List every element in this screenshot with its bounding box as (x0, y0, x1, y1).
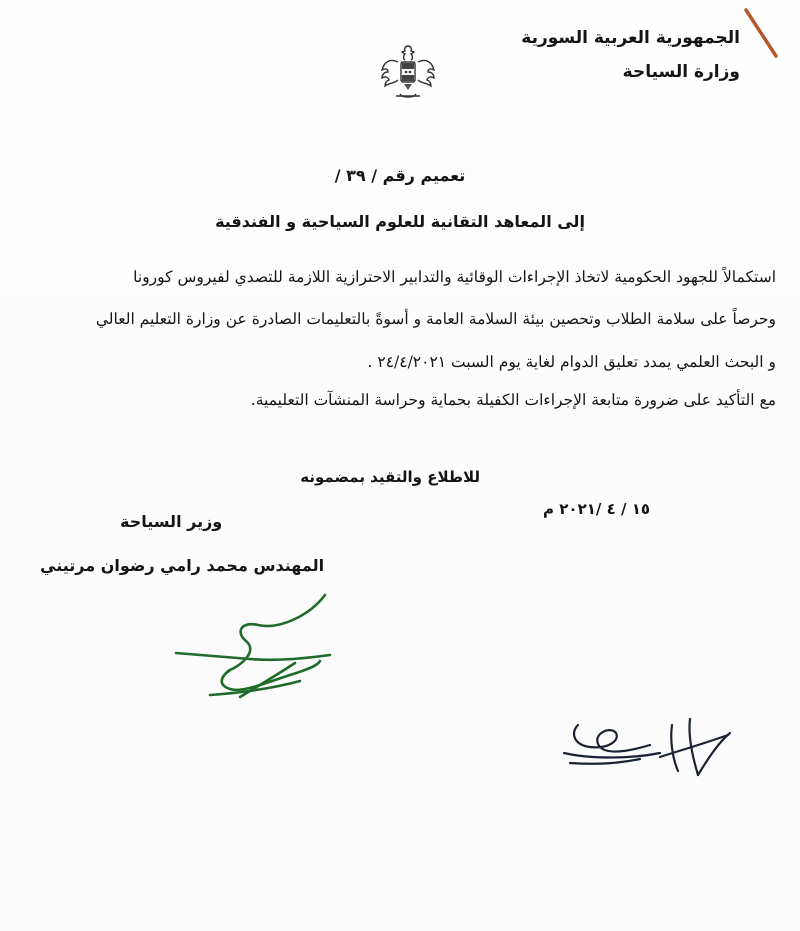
body-line: استكمالاً للجهود الحكومية لاتخاذ الإجراءات الوقائية والتدابير الاحترازية اللازمة للتصدي لفيروس كورونا (133, 268, 776, 286)
body-line: و البحث العلمي يمدد تعليق الدوام لغاية يوم السبت ٢٤/٤/٢٠٢١ . (367, 353, 776, 371)
corner-mark-icon (740, 6, 800, 66)
initial-signature (560, 705, 740, 795)
document-date: ١٥ / ٤ /٢٠٢١ م (543, 500, 650, 518)
country-name: الجمهورية العربية السورية (521, 28, 740, 48)
body-line: مع التأكيد على ضرورة متابعة الإجراءات الكفيلة بحماية وحراسة المنشآت التعليمية. (250, 391, 776, 409)
signer-title: وزير السياحة (120, 512, 223, 531)
syrian-eagle-emblem-icon (376, 40, 440, 104)
minister-signature (170, 585, 350, 710)
ministry-name: وزارة السياحة (622, 62, 740, 82)
closing-instruction: للاطلاع والتقيد بمضمونه (300, 468, 480, 486)
circular-addressee: إلى المعاهد التقانية للعلوم السياحية و الفندقية (215, 212, 585, 231)
signer-name: المهندس محمد رامي رضوان مرتيني (40, 556, 325, 575)
body-line: وحرصاً على سلامة الطلاب وتحصين بيئة السلامة العامة و أسوةً بالتعليمات الصادرة عن وزارة التعليم العالي (95, 310, 776, 328)
circular-number: تعميم رقم / ٣٩ / (334, 166, 466, 185)
